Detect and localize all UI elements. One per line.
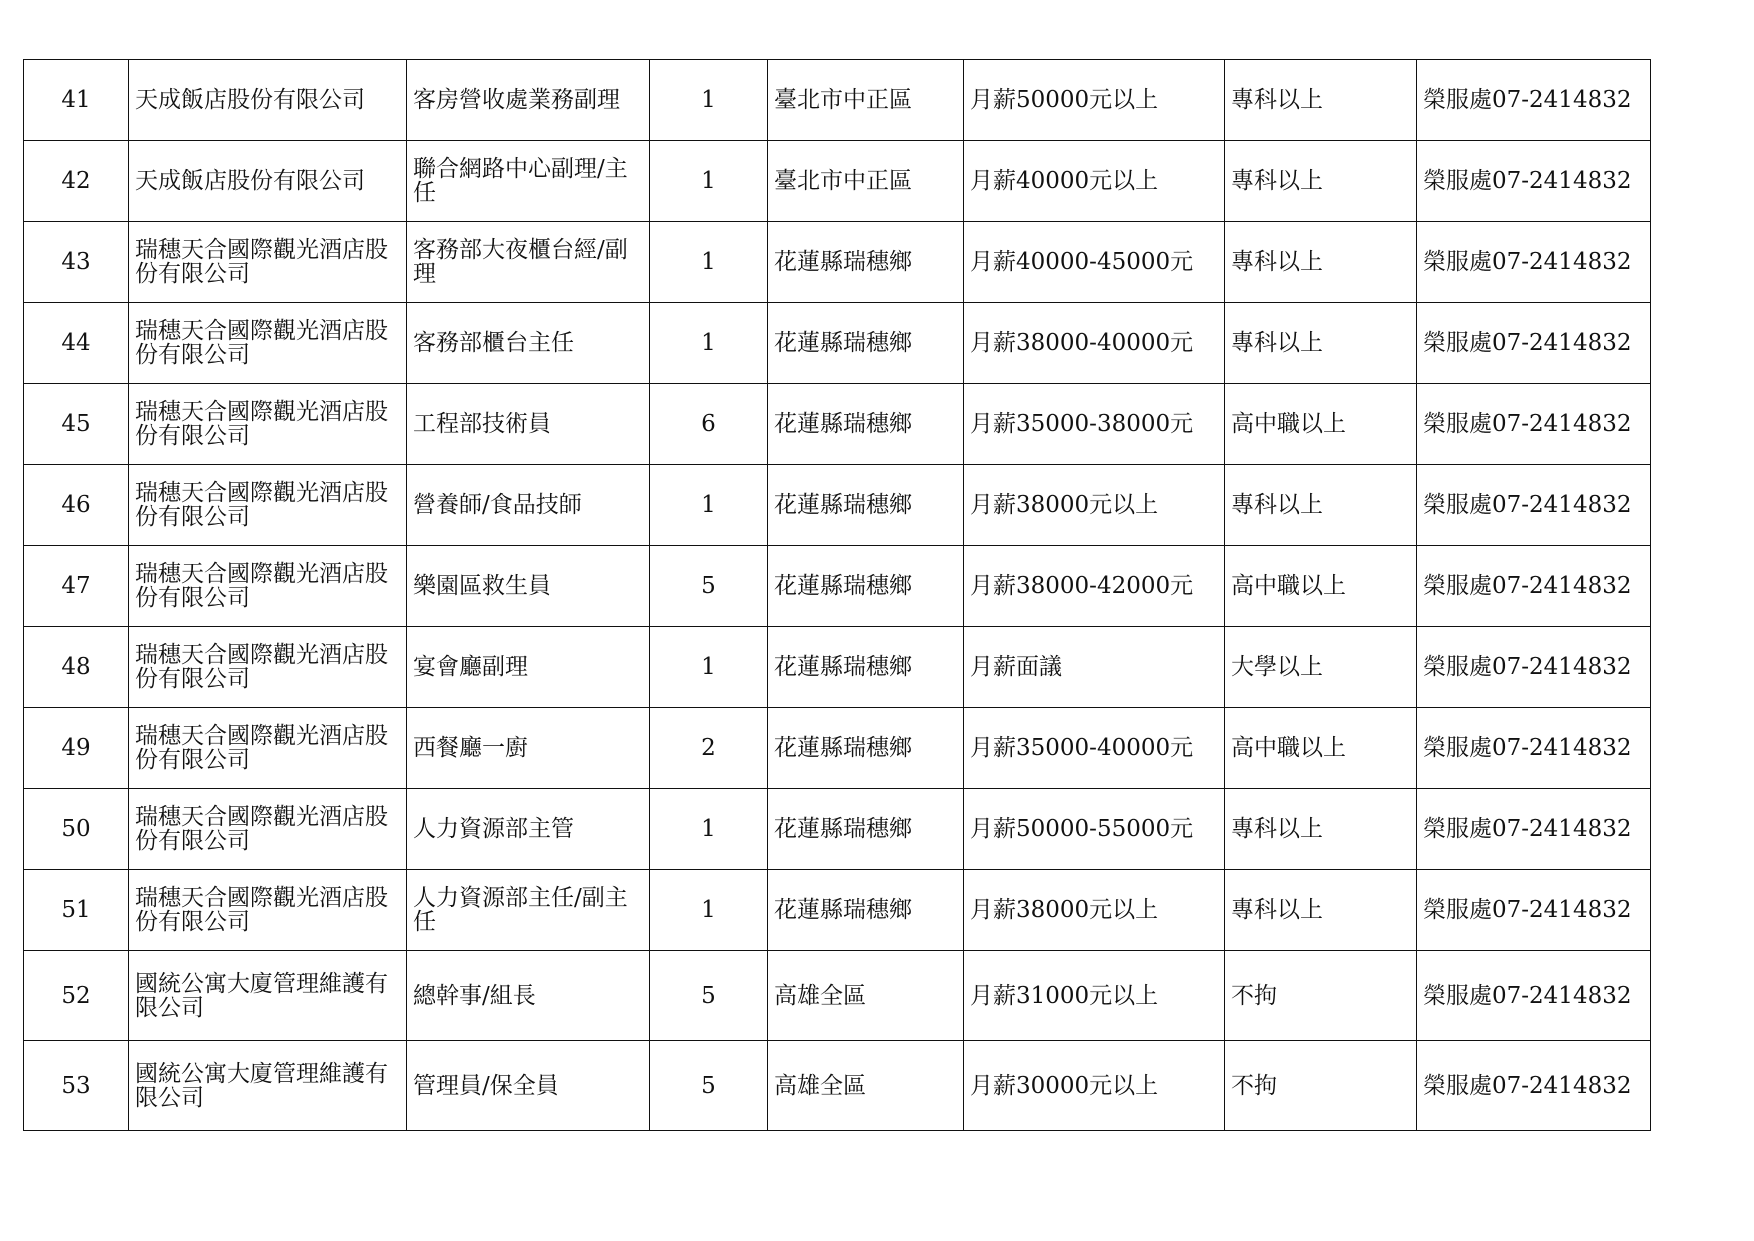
education-requirement: 不拘 <box>1225 1041 1417 1131</box>
salary: 月薪31000元以上 <box>964 951 1225 1041</box>
work-location: 花蓮縣瑞穗鄉 <box>768 870 964 951</box>
contact-info: 榮服處07-2414832 <box>1417 465 1651 546</box>
openings-count: 1 <box>650 141 768 222</box>
row-number: 44 <box>24 303 129 384</box>
education-requirement: 專科以上 <box>1225 222 1417 303</box>
salary: 月薪38000元以上 <box>964 465 1225 546</box>
row-number: 43 <box>24 222 129 303</box>
salary: 月薪40000-45000元 <box>964 222 1225 303</box>
table-row <box>24 627 1651 708</box>
job-title: 總幹事/組長 <box>407 951 650 1041</box>
row-number: 47 <box>24 546 129 627</box>
job-title: 營養師/食品技師 <box>407 465 650 546</box>
openings-count: 1 <box>650 627 768 708</box>
company-name: 瑞穗天合國際觀光酒店股份有限公司 <box>129 384 407 465</box>
table-row <box>24 222 1651 303</box>
row-number: 52 <box>24 951 129 1041</box>
salary: 月薪35000-40000元 <box>964 708 1225 789</box>
table-row <box>24 546 1651 627</box>
row-number: 46 <box>24 465 129 546</box>
company-name: 瑞穗天合國際觀光酒店股份有限公司 <box>129 546 407 627</box>
row-number: 50 <box>24 789 129 870</box>
contact-info: 榮服處07-2414832 <box>1417 303 1651 384</box>
company-name: 瑞穗天合國際觀光酒店股份有限公司 <box>129 303 407 384</box>
education-requirement: 專科以上 <box>1225 465 1417 546</box>
work-location: 花蓮縣瑞穗鄉 <box>768 303 964 384</box>
salary: 月薪38000元以上 <box>964 870 1225 951</box>
salary: 月薪面議 <box>964 627 1225 708</box>
education-requirement: 專科以上 <box>1225 870 1417 951</box>
job-title: 工程部技術員 <box>407 384 650 465</box>
work-location: 高雄全區 <box>768 1041 964 1131</box>
job-title: 人力資源部主任/副主任 <box>407 870 650 951</box>
work-location: 臺北市中正區 <box>768 60 964 141</box>
salary: 月薪40000元以上 <box>964 141 1225 222</box>
work-location: 花蓮縣瑞穗鄉 <box>768 708 964 789</box>
education-requirement: 高中職以上 <box>1225 708 1417 789</box>
salary: 月薪50000-55000元 <box>964 789 1225 870</box>
salary: 月薪38000-40000元 <box>964 303 1225 384</box>
salary: 月薪50000元以上 <box>964 60 1225 141</box>
openings-count: 5 <box>650 546 768 627</box>
contact-info: 榮服處07-2414832 <box>1417 951 1651 1041</box>
contact-info: 榮服處07-2414832 <box>1417 627 1651 708</box>
company-name: 瑞穗天合國際觀光酒店股份有限公司 <box>129 627 407 708</box>
table-row <box>24 465 1651 546</box>
contact-info: 榮服處07-2414832 <box>1417 546 1651 627</box>
openings-count: 1 <box>650 789 768 870</box>
table-row <box>24 870 1651 951</box>
work-location: 花蓮縣瑞穗鄉 <box>768 465 964 546</box>
contact-info: 榮服處07-2414832 <box>1417 789 1651 870</box>
contact-info: 榮服處07-2414832 <box>1417 222 1651 303</box>
job-title: 客務部大夜櫃台經/副理 <box>407 222 650 303</box>
work-location: 花蓮縣瑞穗鄉 <box>768 627 964 708</box>
job-title: 客房營收處業務副理 <box>407 60 650 141</box>
education-requirement: 不拘 <box>1225 951 1417 1041</box>
row-number: 41 <box>24 60 129 141</box>
salary: 月薪35000-38000元 <box>964 384 1225 465</box>
table-row <box>24 951 1651 1041</box>
contact-info: 榮服處07-2414832 <box>1417 141 1651 222</box>
table-row <box>24 384 1651 465</box>
job-title: 人力資源部主管 <box>407 789 650 870</box>
work-location: 臺北市中正區 <box>768 141 964 222</box>
openings-count: 2 <box>650 708 768 789</box>
contact-info: 榮服處07-2414832 <box>1417 708 1651 789</box>
company-name: 天成飯店股份有限公司 <box>129 60 407 141</box>
education-requirement: 專科以上 <box>1225 303 1417 384</box>
contact-info: 榮服處07-2414832 <box>1417 384 1651 465</box>
row-number: 42 <box>24 141 129 222</box>
contact-info: 榮服處07-2414832 <box>1417 870 1651 951</box>
openings-count: 1 <box>650 60 768 141</box>
work-location: 花蓮縣瑞穗鄉 <box>768 546 964 627</box>
education-requirement: 專科以上 <box>1225 60 1417 141</box>
openings-count: 6 <box>650 384 768 465</box>
table-row <box>24 303 1651 384</box>
job-title: 聯合網路中心副理/主任 <box>407 141 650 222</box>
openings-count: 1 <box>650 465 768 546</box>
work-location: 花蓮縣瑞穗鄉 <box>768 222 964 303</box>
table-row <box>24 60 1651 141</box>
table-row <box>24 141 1651 222</box>
job-title: 樂園區救生員 <box>407 546 650 627</box>
salary: 月薪30000元以上 <box>964 1041 1225 1131</box>
salary: 月薪38000-42000元 <box>964 546 1225 627</box>
openings-count: 1 <box>650 222 768 303</box>
company-name: 國統公寓大廈管理維護有限公司 <box>129 1041 407 1131</box>
job-title: 宴會廳副理 <box>407 627 650 708</box>
openings-count: 1 <box>650 303 768 384</box>
row-number: 45 <box>24 384 129 465</box>
table-row <box>24 789 1651 870</box>
job-title: 管理員/保全員 <box>407 1041 650 1131</box>
company-name: 瑞穗天合國際觀光酒店股份有限公司 <box>129 465 407 546</box>
job-title: 客務部櫃台主任 <box>407 303 650 384</box>
education-requirement: 大學以上 <box>1225 627 1417 708</box>
row-number: 49 <box>24 708 129 789</box>
table-row <box>24 708 1651 789</box>
row-number: 48 <box>24 627 129 708</box>
work-location: 花蓮縣瑞穗鄉 <box>768 789 964 870</box>
company-name: 瑞穗天合國際觀光酒店股份有限公司 <box>129 708 407 789</box>
openings-count: 5 <box>650 951 768 1041</box>
company-name: 瑞穗天合國際觀光酒店股份有限公司 <box>129 870 407 951</box>
education-requirement: 高中職以上 <box>1225 546 1417 627</box>
job-title: 西餐廳一廚 <box>407 708 650 789</box>
company-name: 瑞穗天合國際觀光酒店股份有限公司 <box>129 789 407 870</box>
work-location: 花蓮縣瑞穗鄉 <box>768 384 964 465</box>
table-row <box>24 1041 1651 1131</box>
openings-count: 1 <box>650 870 768 951</box>
work-location: 高雄全區 <box>768 951 964 1041</box>
company-name: 國統公寓大廈管理維護有限公司 <box>129 951 407 1041</box>
education-requirement: 專科以上 <box>1225 789 1417 870</box>
company-name: 瑞穗天合國際觀光酒店股份有限公司 <box>129 222 407 303</box>
openings-count: 5 <box>650 1041 768 1131</box>
education-requirement: 高中職以上 <box>1225 384 1417 465</box>
row-number: 51 <box>24 870 129 951</box>
contact-info: 榮服處07-2414832 <box>1417 60 1651 141</box>
company-name: 天成飯店股份有限公司 <box>129 141 407 222</box>
job-listing-table <box>23 59 1651 1131</box>
contact-info: 榮服處07-2414832 <box>1417 1041 1651 1131</box>
row-number: 53 <box>24 1041 129 1131</box>
table-body <box>24 60 1651 1131</box>
education-requirement: 專科以上 <box>1225 141 1417 222</box>
